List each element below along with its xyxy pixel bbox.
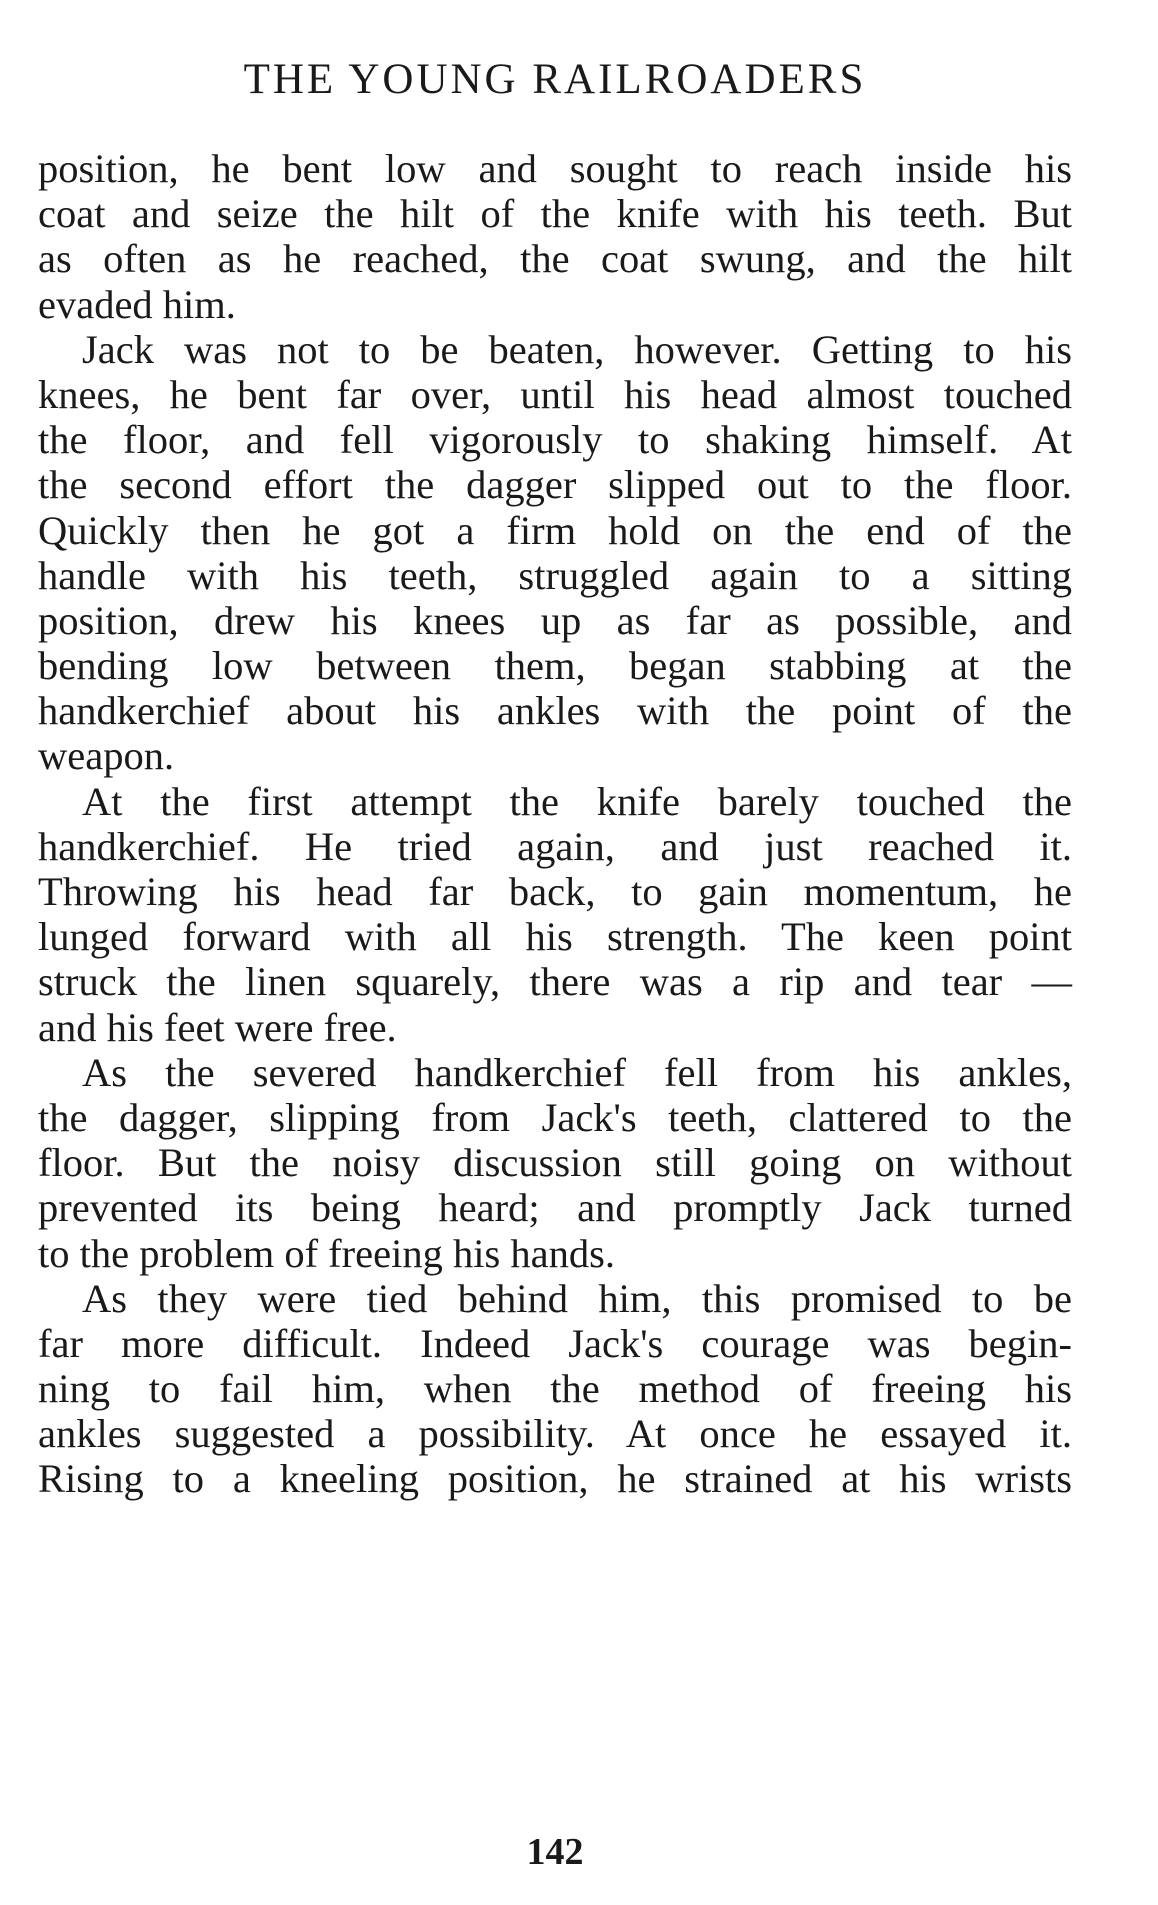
text-line: weapon. xyxy=(38,733,175,779)
text-line: Quickly then he got a firm hold on the end of the xyxy=(38,507,1072,553)
text-line: ning to fail him, when the method of freeing his xyxy=(38,1366,1072,1412)
text-line: ankles suggested a possibility. At once he essayed it. xyxy=(38,1411,1072,1457)
text-line: Throwing his head far back, to gain momentum, he xyxy=(38,869,1072,914)
text-line: At the first attempt the knife barely touched the xyxy=(82,778,1072,824)
text-line: struck the linen squarely, there was a rip and tear — xyxy=(38,959,1072,1005)
text-line: evaded him. xyxy=(38,281,236,327)
text-line: floor. But the noisy discussion still going on without xyxy=(38,1140,1072,1186)
text-line: As the severed handkerchief fell from his ankles, xyxy=(82,1049,1072,1095)
text-line: position, he bent low and sought to reach inside his xyxy=(38,146,1072,191)
text-line: handle with his teeth, struggled again to a sitting xyxy=(38,552,1072,598)
text-line: Jack was not to be beaten, however. Getting to his xyxy=(82,326,1072,372)
text-line: the dagger, slipping from Jack's teeth, clattered to the xyxy=(38,1094,1072,1140)
text-line: As they were tied behind him, this promised to be xyxy=(82,1275,1072,1321)
running-head-title: THE YOUNG RAILROADERS xyxy=(243,56,867,103)
page-number: 142 xyxy=(526,1831,584,1873)
text-line: the floor, and fell vigorously to shaking himself. At xyxy=(38,417,1072,463)
text-line: position, drew his knees up as far as possible, and xyxy=(38,597,1072,643)
text-line: lunged forward with all his strength. The keen point xyxy=(38,914,1072,960)
text-line: and his feet were free. xyxy=(38,1004,397,1050)
text-line: Rising to a kneeling position, he strained at his wrists xyxy=(38,1456,1072,1502)
book-page xyxy=(38,0,1072,1905)
text-line: knees, he bent far over, until his head almost touched xyxy=(38,371,1072,417)
text-line: to the problem of freeing his hands. xyxy=(38,1230,615,1276)
body-text xyxy=(38,146,1072,1502)
text-line: the second effort the dagger slipped out to the floor. xyxy=(38,462,1072,508)
text-line: handkerchief. He tried again, and just reached it. xyxy=(38,823,1072,869)
text-line: far more difficult. Indeed Jack's courage was begin- xyxy=(38,1320,1072,1366)
text-line: bending low between them, began stabbing at the xyxy=(38,643,1072,689)
text-line: coat and seize the hilt of the knife with his teeth. But xyxy=(38,191,1072,237)
text-line: as often as he reached, the coat swung, and the hilt xyxy=(38,236,1072,282)
text-line: handkerchief about his ankles with the point of the xyxy=(38,688,1072,734)
text-line: prevented its being heard; and promptly Jack turned xyxy=(38,1185,1072,1231)
